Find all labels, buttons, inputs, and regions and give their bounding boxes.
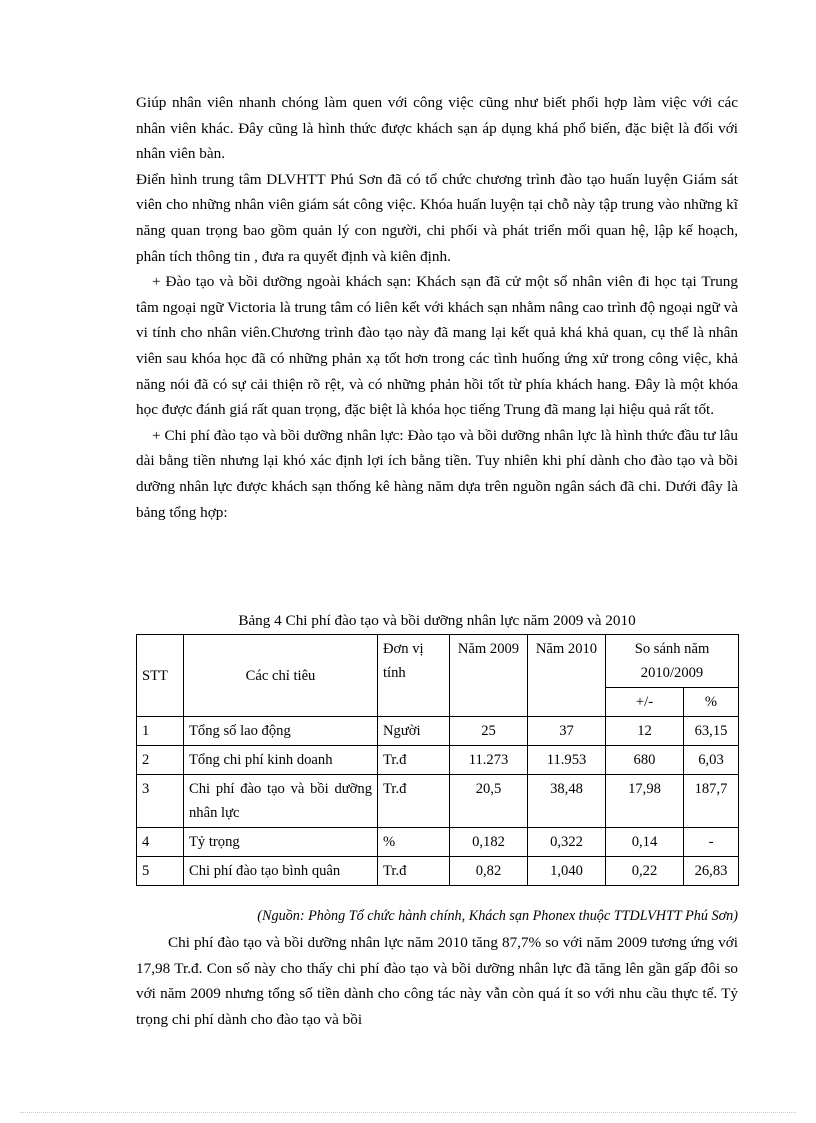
- cell-stt: 4: [137, 828, 184, 857]
- cell-2010: 11.953: [528, 746, 606, 775]
- cell-unit: Tr.đ: [378, 857, 450, 886]
- cell-unit: Tr.đ: [378, 746, 450, 775]
- cell-diff: 0,22: [606, 857, 684, 886]
- header-year-2009: Năm 2009: [450, 635, 528, 717]
- text-block-top: [136, 90, 738, 525]
- header-diff: +/-: [606, 688, 684, 717]
- cell-diff: 680: [606, 746, 684, 775]
- table-header-row: [137, 635, 739, 688]
- header-year-2010: Năm 2010: [528, 635, 606, 717]
- cell-stt: 5: [137, 857, 184, 886]
- cell-pct: 63,15: [684, 717, 739, 746]
- cell-unit: Người: [378, 717, 450, 746]
- header-indicator: Các chỉ tiêu: [184, 635, 378, 717]
- cell-indicator: Chi phí đào tạo và bồi dưỡng nhân lực: [184, 775, 378, 828]
- header-compare: So sánh năm 2010/2009: [606, 635, 739, 688]
- table-row: [137, 775, 739, 828]
- cell-indicator: Tỷ trọng: [184, 828, 378, 857]
- cell-2009: 0,182: [450, 828, 528, 857]
- cell-diff: 17,98: [606, 775, 684, 828]
- paragraph: + Chi phí đào tạo và bồi dưỡng nhân lực: Đào tạo và bồi dưỡng nhân lực là hình thức đầu tư lâu dài bằng tiền nhưng lại khó xác định lợi ích bằng tiền. Tuy nhiên khi phí dành cho đào tạo và bồi dưỡng nhân lực được khách sạn thống kê hàng năm dựa trên nguồn ngân sách đã chi. Dưới đây là bảng tổng hợp:: [136, 426, 738, 521]
- paragraph: + Đào tạo và bồi dưỡng ngoài khách sạn: Khách sạn đã cử một số nhân viên đi học tại Trung tâm ngoại ngữ Victoria là trung tâm có liên kết với khách sạn nhằm nâng cao trình độ ngoại ngữ và vi tính cho nhân viên.Chương trình đào tạo này đã mang lại kết quả khá khả quan, cụ thể là nhân viên sau khóa học đã có những phản xạ tốt hơn trong các tình huống ứng xử trong công việc, khả năng nói đã có sự cải thiện rõ rệt, và có những phản hồi tốt từ phía khách hang. Đây là một khóa học được đánh giá rất quan trọng, đặc biệt là khóa học tiếng Trung đã mang lại hiệu quả rất tốt.: [136, 273, 738, 419]
- paragraph: Điển hình trung tâm DLVHTT Phú Sơn đã có tổ chức chương trình đào tạo huấn luyện Giám sát viên cho những nhân viên giám sát công việc. Khóa huấn luyện tại chỗ này tập trung vào những kĩ năng quan trọng bao gồm quản lý con người, chi phối và phát triển mối quan hệ, lập kế hoạch, phân tích thông tin , đưa ra quyết định và kiên định.: [136, 170, 738, 265]
- cell-2009: 20,5: [450, 775, 528, 828]
- cell-pct: -: [684, 828, 739, 857]
- cell-pct: 26,83: [684, 857, 739, 886]
- table-row: [137, 717, 739, 746]
- table-row: [137, 828, 739, 857]
- cell-pct: 6,03: [684, 746, 739, 775]
- paragraph: Chi phí đào tạo và bồi dưỡng nhân lực năm 2010 tăng 87,7% so với năm 2009 tương ứng với 17,98 Tr.đ. Con số này cho thấy chi phí đào tạo và bồi dưỡng nhân lực đã tăng lên gần gấp đôi so với năm 2009 nhưng tổng số tiền dành cho công tác này vẫn còn quá ít so với nhu cầu thực tế. Tỷ trọng chi phí dành cho đào tạo và bồi: [136, 934, 738, 1028]
- table-caption: Bảng 4 Chi phí đào tạo và bồi dưỡng nhân lực năm 2009 và 2010: [238, 612, 636, 629]
- cell-indicator: Tổng chi phí kinh doanh: [184, 746, 378, 775]
- table-source-note: (Nguồn: Phòng Tổ chức hành chính, Khách sạn Phonex thuộc TTDLVHTT Phú Sơn): [257, 908, 738, 924]
- header-stt: STT: [137, 635, 184, 717]
- cell-diff: 12: [606, 717, 684, 746]
- cell-diff: 0,14: [606, 828, 684, 857]
- cell-2010: 1,040: [528, 857, 606, 886]
- cell-stt: 1: [137, 717, 184, 746]
- cell-2009: 11.273: [450, 746, 528, 775]
- cell-2009: 25: [450, 717, 528, 746]
- cell-pct: 187,7: [684, 775, 739, 828]
- cell-stt: 2: [137, 746, 184, 775]
- cell-unit: Tr.đ: [378, 775, 450, 828]
- header-pct: %: [684, 688, 739, 717]
- table-row: [137, 746, 739, 775]
- cell-2010: 0,322: [528, 828, 606, 857]
- cost-table: [136, 634, 739, 886]
- table-row: [137, 857, 739, 886]
- cell-stt: 3: [137, 775, 184, 828]
- header-unit: Đơn vị tính: [378, 635, 450, 717]
- cell-2010: 37: [528, 717, 606, 746]
- cell-unit: %: [378, 828, 450, 857]
- cell-indicator: Tổng số lao động: [184, 717, 378, 746]
- cell-2010: 38,48: [528, 775, 606, 828]
- cell-indicator: Chi phí đào tạo bình quân: [184, 857, 378, 886]
- page-bottom-rule: [20, 1112, 796, 1113]
- paragraph: Giúp nhân viên nhanh chóng làm quen với công việc cũng như biết phối hợp làm việc với các nhân viên khác. Đây cũng là hình thức được khách sạn áp dụng khá phổ biến, đặc biệt là đối với nhân viên bàn.: [136, 94, 738, 163]
- text-block-bottom: [136, 930, 738, 1032]
- cell-2009: 0,82: [450, 857, 528, 886]
